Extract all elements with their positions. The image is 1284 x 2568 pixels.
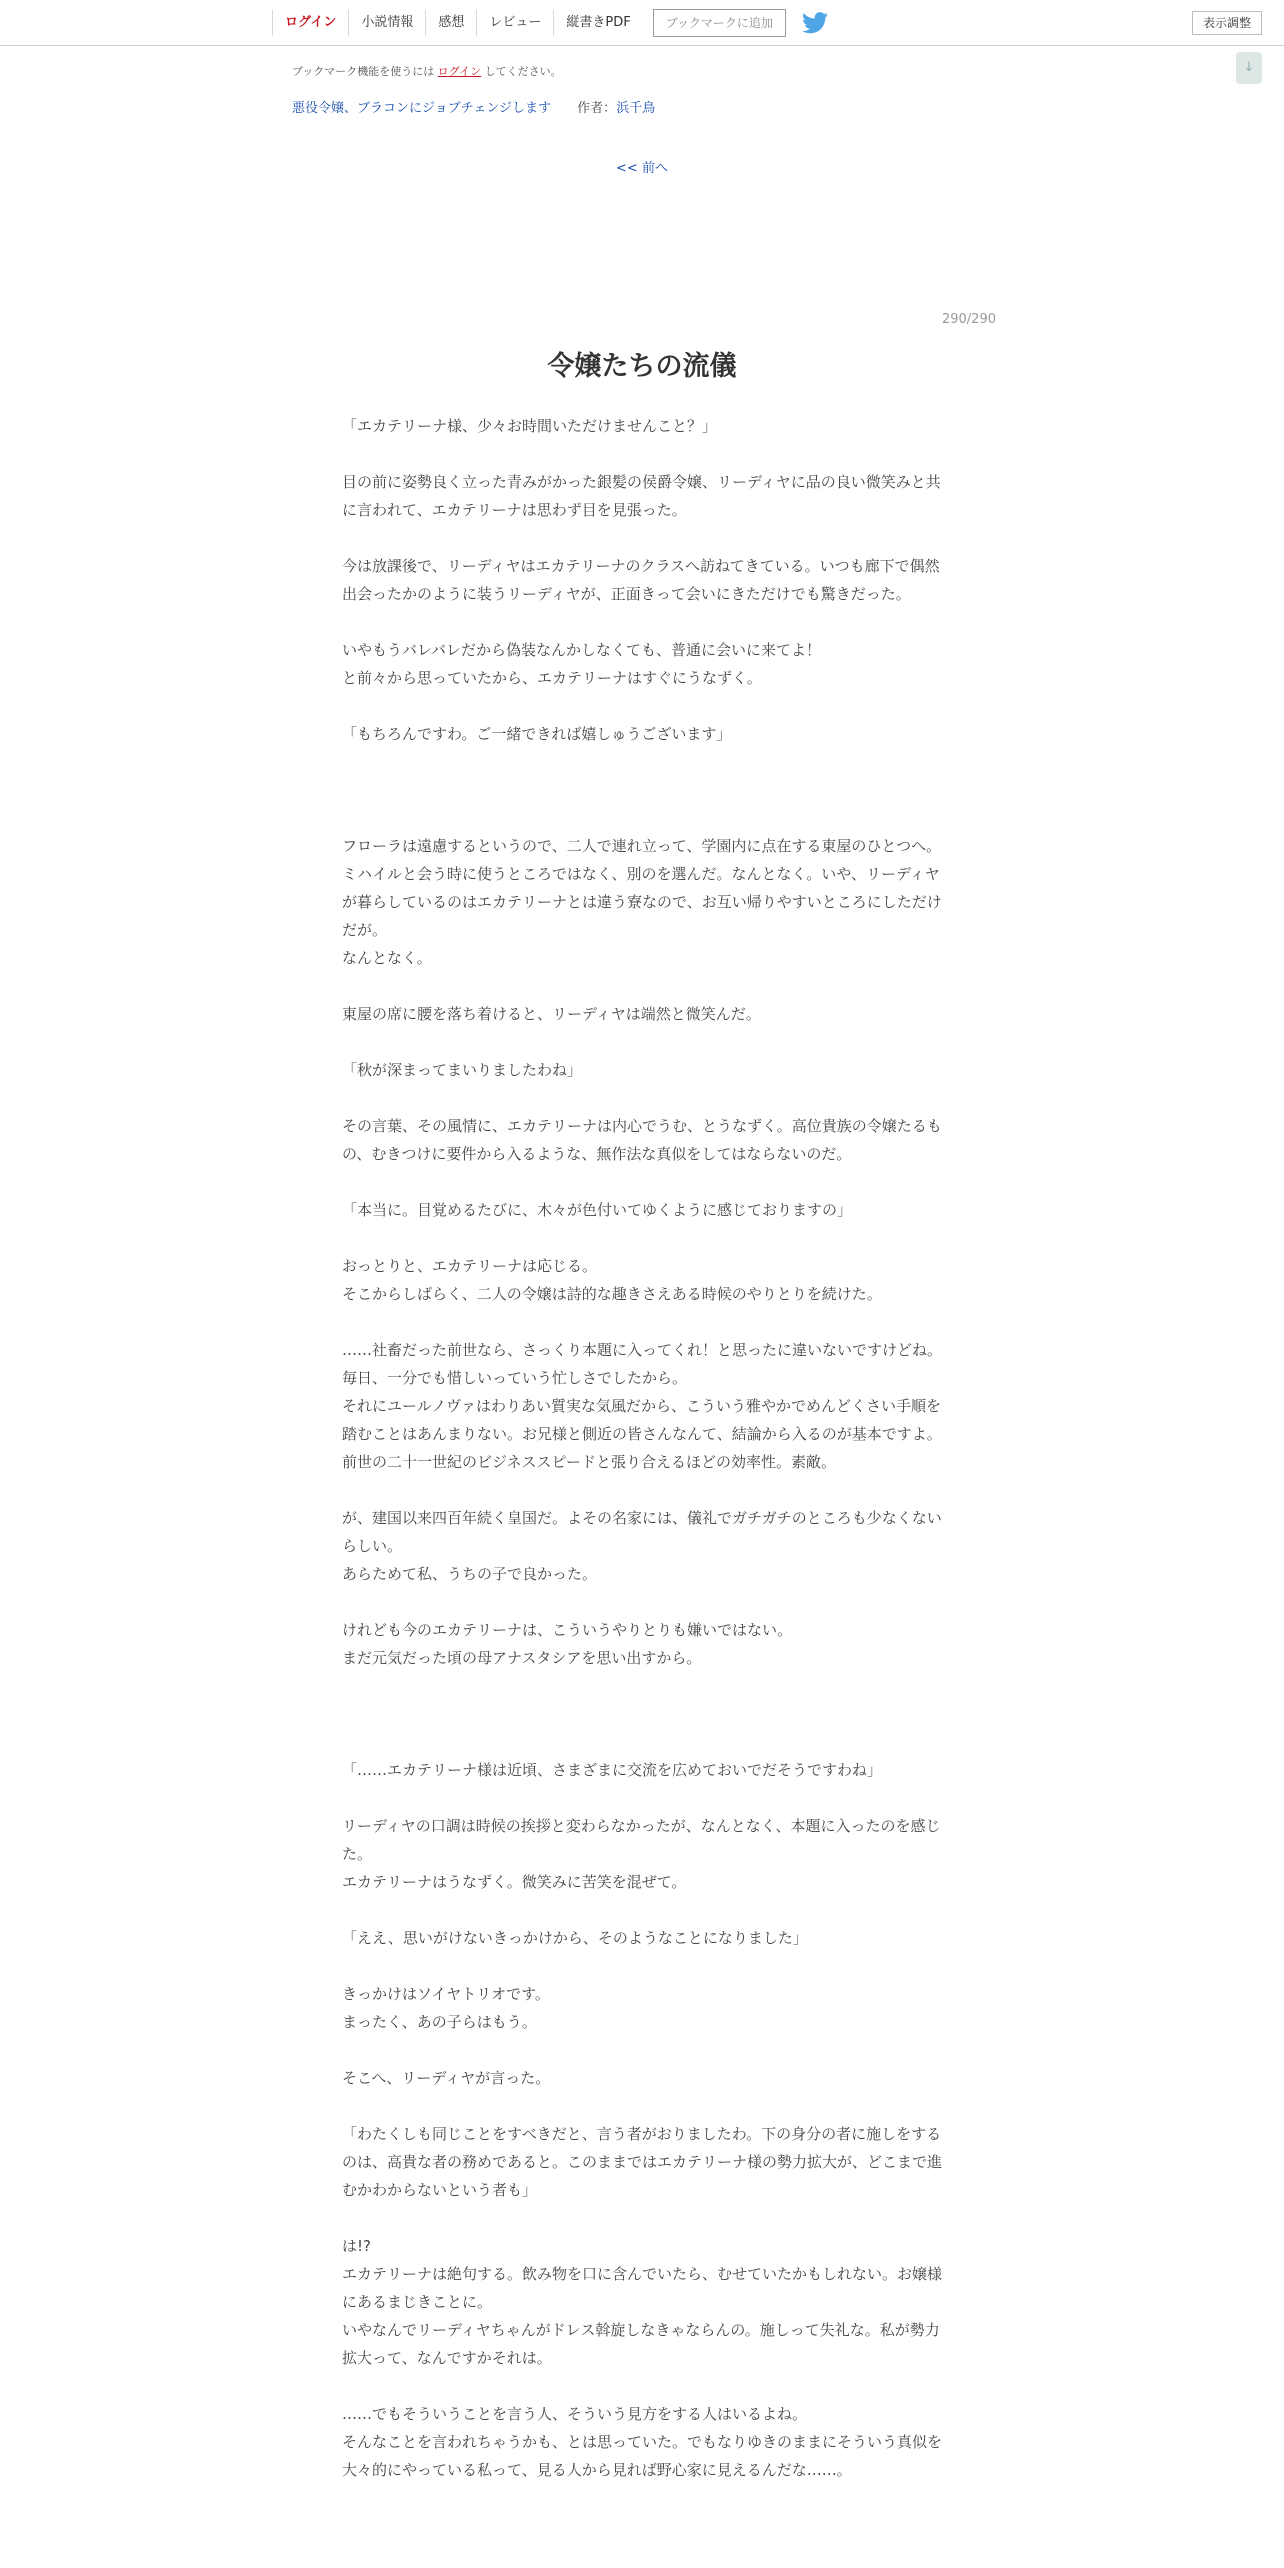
top-navigation-bar [0, 0, 1284, 46]
body-paragraph: そんなことを言われちゃうかも、とは思っていた。でもなりゆきのままにそういう真似を大々的にやっている私って、見る人から見れば野心家に見えるんだな……。 [342, 2433, 943, 2479]
chapter-body [342, 412, 942, 2484]
blank-line [342, 1084, 942, 1112]
blank-line [342, 1728, 942, 1756]
add-bookmark-button[interactable]: ブックマークに追加 [653, 9, 786, 37]
bookmark-note-before: ブックマーク機能を使うには [292, 65, 435, 78]
vertical-pdf-link[interactable]: 縦書きPDF [553, 10, 642, 36]
blank-line [342, 524, 942, 552]
display-settings-button[interactable]: 表示調整 [1192, 11, 1262, 35]
body-paragraph: エカテリーナは絶句する。飲み物を口に含んでいたら、むせていたかもしれない。お嬢様にあるまじきことに。 [342, 2265, 943, 2311]
body-paragraph: まだ元気だった頃の母アナスタシアを思い出すから。 [342, 1649, 702, 1667]
body-paragraph: 今は放課後で、リーディヤはエカテリーナのクラスへ訪ねてきている。いつも廊下で偶然出会ったかのように装うリーディヤが、正面きって会いにきただけでも驚きだった。 [342, 557, 940, 603]
twitter-icon[interactable] [802, 12, 828, 34]
blank-line [342, 1168, 942, 1196]
body-paragraph: 目の前に姿勢良く立った青みがかった銀髪の侯爵令嬢、リーディヤに品の良い微笑みと共に言われて、エカテリーナは思わず目を見張った。 [342, 473, 941, 519]
body-paragraph: リーディヤの口調は時候の挨拶と変わらなかったが、なんとなく、本題に入ったのを感じた。 [342, 1817, 941, 1863]
body-paragraph: けれども今のエカテリーナは、こういうやりとりも嫌いではない。 [342, 1621, 793, 1639]
body-paragraph: 「秋が深まってまいりましたわね」 [342, 1061, 583, 1079]
blank-line [342, 776, 942, 804]
nav-menu [272, 0, 828, 46]
blank-line [342, 1700, 942, 1728]
blank-line [342, 1672, 942, 1700]
scroll-down-button[interactable]: ↓ [1236, 52, 1262, 84]
blank-line [342, 972, 942, 1000]
body-paragraph: ミハイルと会う時に使うところではなく、別のを選んだ。なんとなく。いや、リーディヤが暮らしているのはエカテリーナとは違う寮なので、お互い帰りやすいところにしただけだが。 [342, 865, 942, 939]
body-paragraph: 「エカテリーナ様、少々お時間いただけませんこと？」 [342, 417, 718, 435]
bookmark-note-login-link[interactable]: ログイン [437, 65, 482, 78]
prev-chapter-link-text[interactable]: << 前へ [616, 161, 668, 176]
bookmark-note-after: してください。 [484, 65, 562, 78]
blank-line [342, 2204, 942, 2232]
body-paragraph: と前々から思っていたから、エカテリーナはすぐにうなずく。 [342, 669, 762, 687]
blank-line [342, 608, 942, 636]
body-paragraph: ……でもそういうことを言う人、そういう見方をする人はいるよね。 [342, 2405, 808, 2423]
blank-line [342, 440, 942, 468]
page-counter: 290/290 [941, 312, 996, 327]
blank-line [342, 1028, 942, 1056]
blank-line [342, 748, 942, 776]
body-paragraph: 「わたくしも同じことをすべきだと、言う者がおりましたわ。下の身分の者に施しをするのは、高貴な者の務めであると。このままではエカテリーナ様の勢力拡大が、どこまで進むかわからないという者も」 [342, 2125, 943, 2199]
body-paragraph: 「ええ、思いがけないきっかけから、そのようなことになりました」 [342, 1929, 808, 1947]
body-paragraph: は!? [342, 2237, 371, 2255]
review-link[interactable]: レビュー [476, 10, 553, 36]
body-paragraph: 東屋の席に腰を落ち着けると、リーディヤは端然と微笑んだ。 [342, 1005, 761, 1023]
author-link[interactable]: 浜千鳥 [616, 101, 656, 116]
body-paragraph: エカテリーナはうなずく。微笑みに苦笑を混ぜて。 [342, 1873, 687, 1891]
body-paragraph: きっかけはソイヤトリオです。 [342, 1985, 550, 2003]
blank-line [342, 804, 942, 832]
novel-info-link[interactable]: 小説情報 [348, 10, 425, 36]
blank-line [342, 2036, 942, 2064]
blank-line [342, 692, 942, 720]
blank-line [342, 1224, 942, 1252]
login-link[interactable]: ログイン [272, 10, 348, 36]
novel-title-link[interactable]: 悪役令嬢、ブラコンにジョブチェンジします [292, 101, 552, 116]
body-paragraph: 「……エカテリーナ様は近頃、さまざまに交流を広めておいでだそうですわね」 [342, 1761, 883, 1779]
body-paragraph: いやなんでリーディヤちゃんがドレス斡旋しなきゃならんの。施しって失礼な。私が勢力拡大って、なんですかそれは。 [342, 2321, 940, 2367]
body-paragraph: フローラは遠慮するというので、二人で連れ立って、学園内に点在する東屋のひとつへ。 [342, 837, 942, 855]
twitter-bird-icon [802, 12, 828, 34]
blank-line [342, 2092, 942, 2120]
blank-line [342, 2372, 942, 2400]
body-paragraph: いやもうバレバレだから偽装なんかしなくても、普通に会いに来てよ！ [342, 641, 821, 659]
body-paragraph: そこからしばらく、二人の令嬢は詩的な趣きさえある時候のやりとりを続けた。 [342, 1285, 882, 1303]
blank-line [342, 1784, 942, 1812]
chapter-title: 令嬢たちの流儀 [547, 351, 737, 382]
blank-line [342, 1952, 942, 1980]
bookmark-login-note [292, 63, 562, 79]
prev-chapter-link [0, 157, 1284, 176]
blank-line [342, 1896, 942, 1924]
body-paragraph: 「本当に。目覚めるたびに、木々が色付いてゆくように感じておりますの」 [342, 1201, 853, 1219]
body-paragraph: その言葉、その風情に、エカテリーナは内心でうむ、とうなずく。高位貴族の令嬢たるもの、むきつけに要件から入るような、無作法な真似をしてはならないのだ。 [342, 1117, 942, 1163]
body-paragraph: おっとりと、エカテリーナは応じる。 [342, 1257, 598, 1275]
blank-line [342, 1476, 942, 1504]
body-paragraph: ……社畜だった前世なら、さっくり本題に入ってくれ！と思ったに違いないですけどね。毎日、一分でも惜しいっていう忙しさでしたから。 [342, 1341, 943, 1387]
novel-header [292, 97, 655, 116]
body-paragraph: あらためて私、うちの子で良かった。 [342, 1565, 598, 1583]
body-paragraph: そこへ、リーディヤが言った。 [342, 2069, 551, 2087]
blank-line [342, 1308, 942, 1336]
body-paragraph: なんとなく。 [342, 949, 432, 967]
body-paragraph: 「もちろんですわ。ご一緒できれば嬉しゅうございます」 [342, 725, 732, 743]
body-paragraph: が、建国以来四百年続く皇国だ。よその名家には、儀礼でガチガチのところも少なくないらしい。 [342, 1509, 942, 1555]
body-paragraph: まったく、あの子らはもう。 [342, 2013, 537, 2031]
author-label: 作者： [577, 101, 617, 116]
body-paragraph: それにユールノヴァはわりあい質実な気風だから、こういう雅やかでめんどくさい手順を踏むことはあんまりない。お兄様と側近の皆さんなんて、結論から入るのが基本ですよ。前世の二十一世紀のビジネススピードと張り合えるほどの効率性。素敵。 [342, 1397, 942, 1471]
blank-line [342, 1588, 942, 1616]
impressions-link[interactable]: 感想 [425, 10, 476, 36]
